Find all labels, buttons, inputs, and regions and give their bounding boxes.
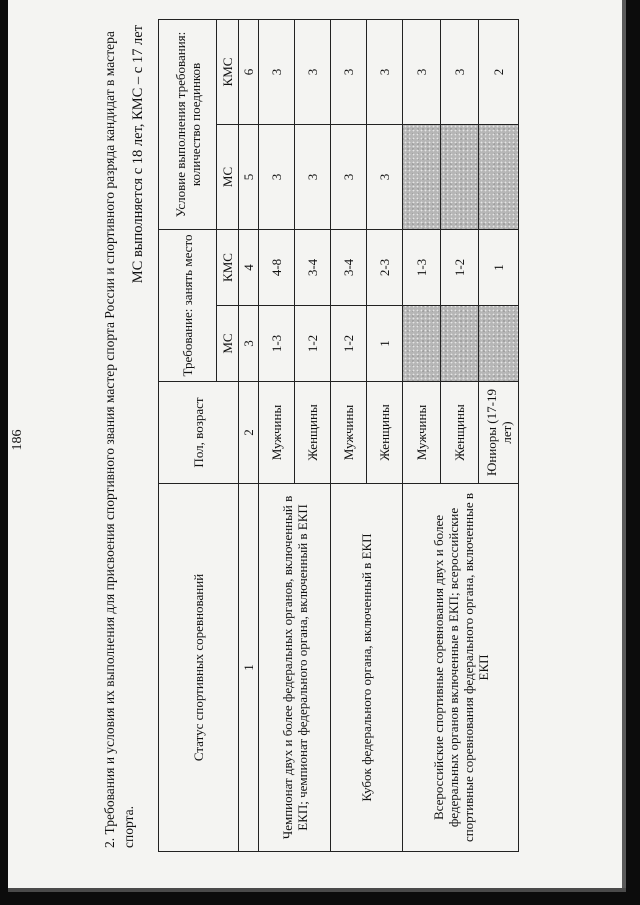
place-kms-cell: 4-8 bbox=[259, 229, 295, 305]
place-ms-cell-shaded bbox=[479, 306, 519, 382]
place-ms-cell: 1 bbox=[367, 306, 403, 382]
status-cell: Всероссийские спортивные соревнования двух и более федеральных органов включенные в ЕКП; всероссийские спортивные соревнования федерального органа, включенные в ЕКП bbox=[403, 484, 519, 852]
table-row bbox=[331, 19, 367, 851]
place-ms-cell-shaded bbox=[403, 306, 441, 382]
fights-ms-cell-shaded bbox=[403, 124, 441, 229]
status-cell: Чемпионат двух и более федеральных органов, включенный в ЕКП; чемпионат федерального органа, включенный в ЕКП bbox=[259, 484, 331, 852]
fights-kms-cell: 3 bbox=[403, 19, 441, 124]
place-kms-cell: 1-2 bbox=[441, 229, 479, 305]
fights-kms-cell: 3 bbox=[441, 19, 479, 124]
table-row bbox=[403, 19, 441, 851]
header-place-kms: КМС bbox=[217, 229, 239, 305]
fights-kms-cell: 3 bbox=[259, 19, 295, 124]
rotated-content bbox=[10, 0, 592, 880]
table-row bbox=[259, 19, 295, 851]
fights-ms-cell-shaded bbox=[441, 124, 479, 229]
fights-ms-cell: 3 bbox=[367, 124, 403, 229]
place-kms-cell: 3-4 bbox=[295, 229, 331, 305]
fights-ms-cell: 3 bbox=[295, 124, 331, 229]
place-kms-cell: 3-4 bbox=[331, 229, 367, 305]
fights-kms-cell: 3 bbox=[295, 19, 331, 124]
fights-kms-cell: 3 bbox=[331, 19, 367, 124]
column-number: 3 bbox=[239, 306, 259, 382]
header-place-ms: МС bbox=[217, 306, 239, 382]
place-kms-cell: 2-3 bbox=[367, 229, 403, 305]
status-cell: Кубок федерального органа, включенный в ЕКП bbox=[331, 484, 403, 852]
place-ms-cell: 1-2 bbox=[331, 306, 367, 382]
fights-ms-cell-shaded bbox=[479, 124, 519, 229]
column-number: 1 bbox=[239, 484, 259, 852]
column-number: 2 bbox=[239, 382, 259, 484]
sex-age-cell: Мужчины bbox=[259, 382, 295, 484]
intro-paragraph: 2. Требования и условия их выполнения для присвоения спортивного звания мастер спорта России и спортивного разряда кандидат в мастера спорта. bbox=[102, 31, 136, 848]
requirements-table bbox=[158, 19, 519, 852]
fights-kms-cell: 3 bbox=[367, 19, 403, 124]
place-ms-cell: 1-3 bbox=[259, 306, 295, 382]
column-number: 4 bbox=[239, 229, 259, 305]
place-kms-cell: 1-3 bbox=[403, 229, 441, 305]
sex-age-cell: Мужчины bbox=[403, 382, 441, 484]
header-fights-ms: МС bbox=[217, 124, 239, 229]
page-edge-shadow bbox=[622, 0, 626, 888]
sex-age-cell: Юниоры (17-19 лет) bbox=[479, 382, 519, 484]
sex-age-cell: Женщины bbox=[367, 382, 403, 484]
page-edge-shadow bbox=[8, 888, 626, 892]
header-requirement-fights: Условие выполнения требования: количество поединков bbox=[159, 19, 217, 229]
column-number: 6 bbox=[239, 19, 259, 124]
header-requirement-place: Требование: занять место bbox=[159, 229, 217, 381]
fights-kms-cell: 2 bbox=[479, 19, 519, 124]
sex-age-cell: Женщины bbox=[441, 382, 479, 484]
sex-age-cell: Мужчины bbox=[331, 382, 367, 484]
fights-ms-cell: 3 bbox=[259, 124, 295, 229]
sex-age-cell: Женщины bbox=[295, 382, 331, 484]
header-status: Статус спортивных соревнований bbox=[159, 484, 239, 852]
header-sex-age: Пол, возраст bbox=[159, 382, 239, 484]
place-kms-cell: 1 bbox=[479, 229, 519, 305]
page-number: 186 bbox=[10, 429, 25, 451]
place-ms-cell: 1-2 bbox=[295, 306, 331, 382]
header-fights-kms: КМС bbox=[217, 19, 239, 124]
place-ms-cell-shaded bbox=[441, 306, 479, 382]
age-note: МС выполняется с 18 лет, КМС – с 17 лет bbox=[130, 25, 146, 284]
fights-ms-cell: 3 bbox=[331, 124, 367, 229]
column-number: 5 bbox=[239, 124, 259, 229]
